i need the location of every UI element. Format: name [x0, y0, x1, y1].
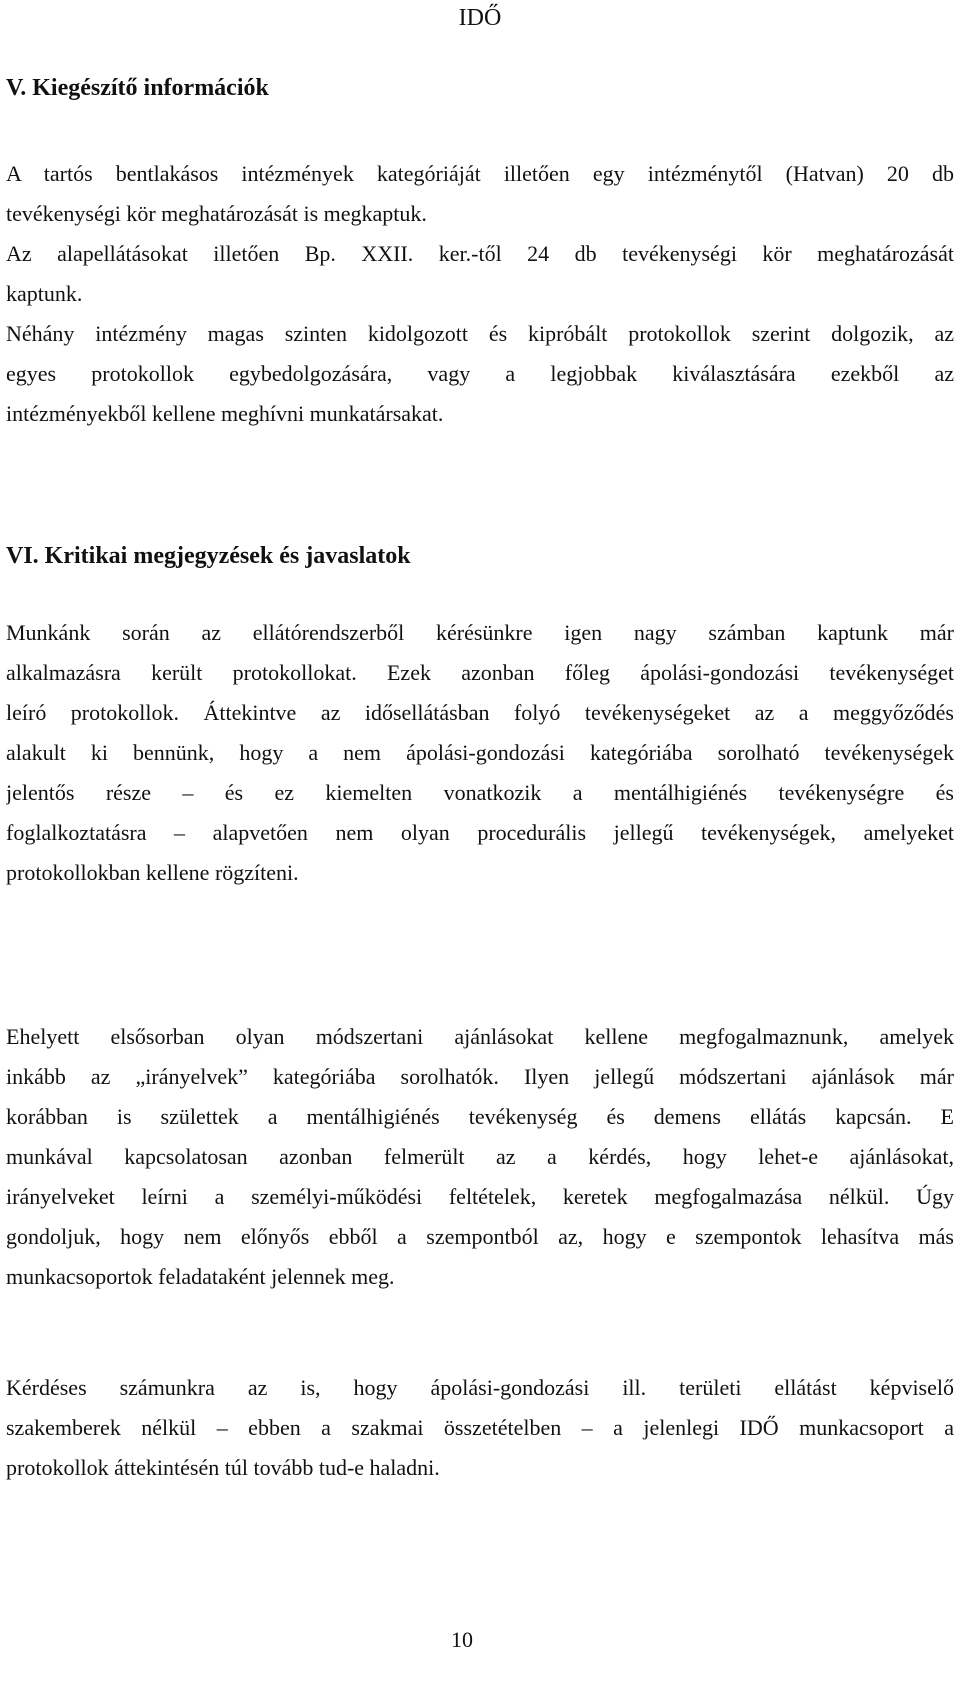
section-v-paragraph [6, 154, 954, 434]
paragraph-line: Munkánk során az ellátórendszerből kérésünkre igen nagy számban kaptunk már [6, 620, 954, 645]
section-vi-paragraph-1 [6, 613, 954, 893]
paragraph-line: alakult ki bennünk, hogy a nem ápolási-gondozási kategóriába sorolható tevékenységek [6, 740, 954, 765]
paragraph-line: protokollok áttekintésén túl tovább tud-e haladni. [6, 1455, 440, 1480]
page-number: 10 [451, 1627, 473, 1652]
paragraph-line: Néhány intézmény magas szinten kidolgozott és kipróbált protokollok szerint dolgozik, az [6, 321, 954, 346]
paragraph-line: alkalmazásra került protokollokat. Ezek azonban főleg ápolási-gondozási tevékenységet [6, 660, 954, 685]
paragraph-line: A tartós bentlakásos intézmények kategóriáját illetően egy intézménytől (Hatvan) 20 db [6, 161, 954, 186]
paragraph-line: foglalkoztatásra – alapvetően nem olyan procedurális jellegű tevékenységek, amelyeket [6, 820, 954, 845]
paragraph-line: Az alapellátásokat illetően Bp. XXII. ker.-től 24 db tevékenységi kör meghatározását [6, 241, 954, 266]
paragraph-line: irányelveket leírni a személyi-működési feltételek, keretek megfogalmazása nélkül. Úgy [6, 1184, 954, 1209]
paragraph-line: intézményekből kellene meghívni munkatársakat. [6, 401, 444, 426]
section-vi-paragraph-3 [6, 1368, 954, 1488]
paragraph-line: korábban is születtek a mentálhigiénés tevékenység és demens ellátás kapcsán. E [6, 1104, 954, 1129]
paragraph-line: Ehelyett elsősorban olyan módszertani ajánlásokat kellene megfogalmaznunk, amelyek [6, 1024, 954, 1049]
paragraph-line: gondoljuk, hogy nem előnyős ebből a szempontból az, hogy e szempontok lehasítva más [6, 1224, 954, 1249]
section-vi-paragraph-2 [6, 1017, 954, 1297]
paragraph-line: Kérdéses számunkra az is, hogy ápolási-gondozási ill. területi ellátást képviselő [6, 1375, 954, 1400]
paragraph-line: protokollokban kellene rögzíteni. [6, 860, 299, 885]
paragraph-line: munkával kapcsolatosan azonban felmerült az a kérdés, hogy lehet-e ajánlásokat, [6, 1144, 954, 1169]
paragraph-line: jelentős része – és ez kiemelten vonatkozik a mentálhigiénés tevékenységre és [6, 780, 954, 805]
paragraph-line: egyes protokollok egybedolgozására, vagy a legjobbak kiválasztására ezekből az [6, 361, 954, 386]
section-heading-v: V. Kiegészítő információk [6, 75, 269, 101]
paragraph-line: leíró protokollok. Áttekintve az idősellátásban folyó tevékenységeket az a meggyőződés [6, 700, 954, 725]
paragraph-line: kaptunk. [6, 281, 83, 306]
paragraph-line: szakemberek nélkül – ebben a szakmai összetételben – a jelenlegi IDŐ munkacsoport a [6, 1415, 954, 1440]
paragraph-line: tevékenységi kör meghatározását is megkaptuk. [6, 201, 427, 226]
running-header: IDŐ [458, 5, 502, 31]
paragraph-line: inkább az „irányelvek” kategóriába sorolhatók. Ilyen jellegű módszertani ajánlások már [6, 1064, 954, 1089]
section-heading-vi: VI. Kritikai megjegyzések és javaslatok [6, 543, 411, 569]
paragraph-line: munkacsoportok feladataként jelennek meg. [6, 1264, 395, 1289]
